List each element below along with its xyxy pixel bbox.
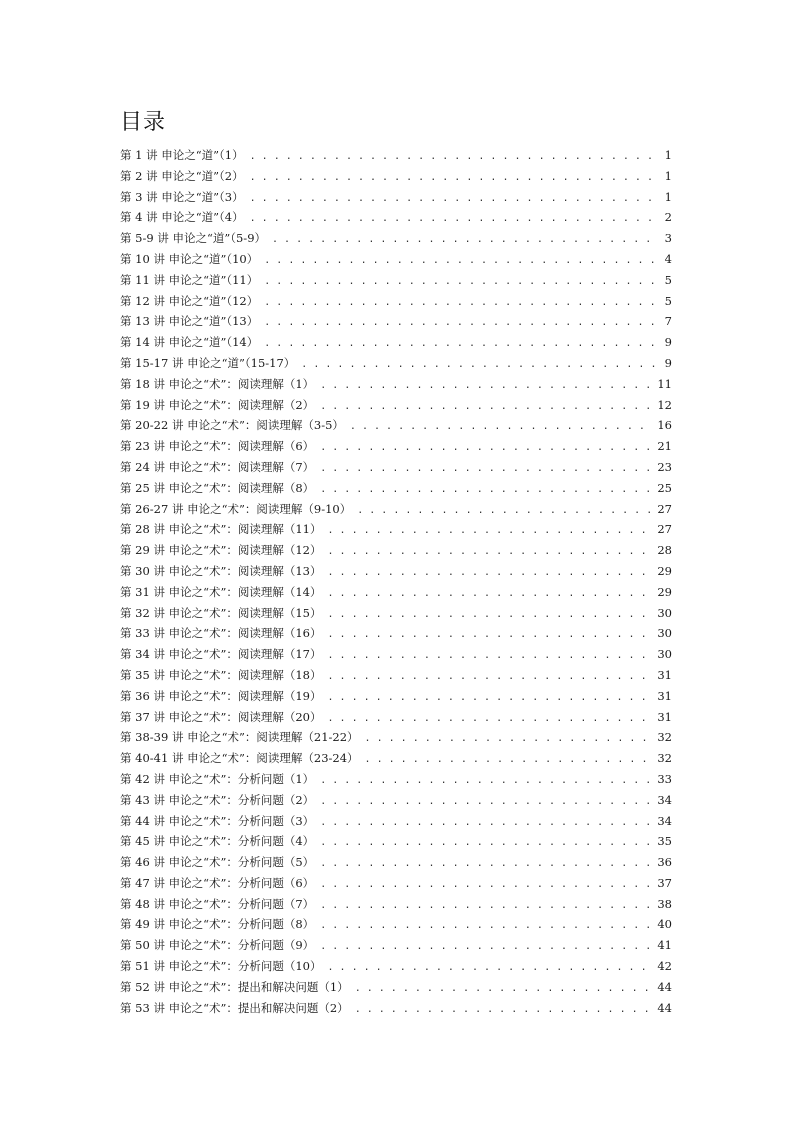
toc-entry-page-number: 40 (657, 917, 672, 932)
toc-entry-label: 第 1 讲 申论之“道”（1） (120, 148, 244, 162)
toc-dot-leader (264, 293, 658, 314)
toc-entry[interactable] (120, 811, 672, 832)
toc-entry-label: 第 42 讲 申论之“术”：分析问题（1） (120, 771, 315, 786)
toc-entry-page-number: 30 (657, 605, 672, 620)
toc-entry-page-number: 29 (657, 584, 672, 599)
toc-entry-page-number: 1 (664, 168, 672, 183)
toc-dot-leader (328, 542, 654, 563)
toc-entry-page-number: 23 (657, 459, 672, 474)
toc-dot-leader (320, 896, 653, 917)
toc-entry[interactable] (120, 748, 672, 769)
toc-entry[interactable] (120, 291, 672, 312)
toc-entry[interactable] (120, 207, 672, 228)
toc-entry-page-number: 31 (657, 709, 672, 724)
toc-dot-leader (250, 209, 658, 230)
toc-dot-leader (320, 480, 653, 501)
toc-list (120, 145, 672, 1018)
toc-entry[interactable] (120, 436, 672, 457)
toc-entry-page-number: 35 (657, 834, 672, 849)
toc-entry-page-number: 30 (657, 647, 672, 662)
toc-entry-page-number: 27 (657, 501, 672, 516)
toc-entry-page-number: 9 (664, 335, 672, 350)
toc-entry-label: 第 52 讲 申论之“术”：提出和解决问题（1） (120, 979, 349, 994)
toc-entry[interactable] (120, 582, 672, 603)
toc-dot-leader (264, 251, 658, 272)
toc-dot-leader (328, 521, 654, 542)
toc-dot-leader (320, 792, 653, 813)
toc-entry-page-number: 2 (664, 210, 672, 225)
toc-entry[interactable] (120, 249, 672, 270)
toc-entry[interactable] (120, 311, 672, 332)
toc-entry[interactable] (120, 332, 672, 353)
toc-entry-page-number: 32 (657, 730, 672, 745)
toc-entry-page-number: 37 (657, 875, 672, 890)
toc-dot-leader (250, 147, 658, 168)
toc-entry[interactable] (120, 665, 672, 686)
toc-entry-label: 第 44 讲 申论之“术”：分析问题（3） (120, 813, 315, 828)
toc-entry-label: 第 20-22 讲 申论之“术”：阅读理解（3-5） (120, 418, 344, 433)
toc-entry-label: 第 34 讲 申论之“术”：阅读理解（17） (120, 647, 322, 662)
toc-dot-leader (301, 355, 658, 376)
toc-entry-label: 第 2 讲 申论之“道”（2） (120, 168, 244, 183)
toc-entry-page-number: 3 (664, 231, 672, 246)
toc-entry[interactable] (120, 790, 672, 811)
toc-entry-page-number: 28 (657, 543, 672, 558)
toc-entry-page-number: 32 (657, 751, 672, 766)
toc-entry-label: 第 40-41 讲 申论之“术”：阅读理解（23-24） (120, 751, 359, 766)
toc-dot-leader (365, 729, 654, 750)
toc-entry-page-number: 34 (657, 813, 672, 828)
toc-entry-page-number: 16 (657, 418, 672, 433)
toc-entry-label: 第 5-9 讲 申论之“道”（5-9） (120, 231, 267, 246)
toc-entry-page-number: 44 (657, 1000, 672, 1015)
toc-dot-leader (250, 189, 658, 210)
toc-entry[interactable] (120, 686, 672, 707)
toc-entry-label: 第 15-17 讲 申论之“道”（15-17） (120, 355, 296, 370)
toc-entry-label: 第 51 讲 申论之“术”：分析问题（10） (120, 959, 322, 974)
toc-entry[interactable] (120, 977, 672, 998)
toc-entry-page-number: 5 (664, 293, 672, 308)
toc-entry-label: 第 45 讲 申论之“术”：分析问题（4） (120, 834, 315, 849)
toc-entry[interactable] (120, 228, 672, 249)
toc-entry-page-number: 42 (657, 959, 672, 974)
toc-entry-label: 第 19 讲 申论之“术”：阅读理解（2） (120, 397, 315, 412)
toc-entry-label: 第 32 讲 申论之“术”：阅读理解（15） (120, 605, 322, 620)
toc-entry-label: 第 37 讲 申论之“术”：阅读理解（20） (120, 709, 322, 724)
toc-dot-leader (320, 397, 653, 418)
toc-entry[interactable] (120, 894, 672, 915)
toc-entry-label: 第 12 讲 申论之“道”（12） (120, 293, 259, 308)
toc-entry-label: 第 11 讲 申论之“道”（11） (120, 272, 259, 287)
toc-entry-page-number: 31 (657, 688, 672, 703)
toc-entry-page-number: 27 (657, 522, 672, 537)
toc-dot-leader (264, 313, 658, 334)
toc-dot-leader (365, 750, 654, 771)
toc-dot-leader (328, 584, 654, 605)
toc-entry-page-number: 5 (664, 272, 672, 287)
toc-entry[interactable] (120, 457, 672, 478)
toc-dot-leader (328, 605, 654, 626)
toc-entry-label: 第 47 讲 申论之“术”：分析问题（6） (120, 875, 315, 890)
toc-entry-label: 第 50 讲 申论之“术”：分析问题（9） (120, 938, 315, 953)
toc-entry[interactable] (120, 478, 672, 499)
toc-dot-leader (272, 230, 658, 251)
toc-entry-label: 第 13 讲 申论之“道”（13） (120, 314, 259, 329)
toc-entry[interactable] (120, 270, 672, 291)
toc-entry[interactable] (120, 831, 672, 852)
toc-dot-leader (320, 376, 653, 397)
toc-entry[interactable] (120, 727, 672, 748)
toc-dot-leader (320, 916, 653, 937)
toc-entry-label: 第 23 讲 申论之“术”：阅读理解（6） (120, 439, 315, 454)
toc-dot-leader (355, 1000, 654, 1021)
toc-entry[interactable] (120, 145, 672, 166)
toc-dot-leader (320, 459, 653, 480)
toc-dot-leader (320, 875, 653, 896)
toc-entry[interactable] (120, 187, 672, 208)
toc-entry[interactable] (120, 374, 672, 395)
toc-dot-leader (320, 438, 653, 459)
toc-dot-leader (320, 813, 653, 834)
toc-dot-leader (264, 272, 658, 293)
toc-title: 目录 (120, 110, 167, 135)
toc-dot-leader (328, 709, 654, 730)
toc-entry[interactable] (120, 956, 672, 977)
toc-entry[interactable] (120, 603, 672, 624)
toc-entry-page-number: 7 (664, 314, 672, 329)
toc-entry[interactable] (120, 499, 672, 520)
toc-entry-label: 第 46 讲 申论之“术”：分析问题（5） (120, 855, 315, 870)
toc-entry[interactable] (120, 769, 672, 790)
toc-entry[interactable] (120, 644, 672, 665)
toc-entry-page-number: 33 (657, 771, 672, 786)
toc-entry-page-number: 36 (657, 855, 672, 870)
toc-entry-label: 第 28 讲 申论之“术”：阅读理解（11） (120, 522, 322, 537)
toc-entry-page-number: 11 (657, 376, 672, 391)
toc-dot-leader (320, 854, 653, 875)
toc-entry-label: 第 43 讲 申论之“术”：分析问题（2） (120, 792, 315, 807)
toc-dot-leader (328, 625, 654, 646)
toc-entry-page-number: 29 (657, 563, 672, 578)
toc-dot-leader (264, 334, 658, 355)
toc-entry-label: 第 53 讲 申论之“术”：提出和解决问题（2） (120, 1000, 349, 1015)
toc-dot-leader (328, 646, 654, 667)
toc-entry[interactable] (120, 873, 672, 894)
toc-dot-leader (320, 771, 653, 792)
toc-entry-label: 第 10 讲 申论之“道”（10） (120, 251, 259, 266)
toc-entry[interactable] (120, 914, 672, 935)
toc-entry-page-number: 38 (657, 896, 672, 911)
toc-entry-page-number: 41 (657, 938, 672, 953)
toc-entry[interactable] (120, 395, 672, 416)
toc-entry[interactable] (120, 707, 672, 728)
toc-entry-label: 第 24 讲 申论之“术”：阅读理解（7） (120, 459, 315, 474)
toc-entry[interactable] (120, 166, 672, 187)
toc-entry-label: 第 31 讲 申论之“术”：阅读理解（14） (120, 584, 322, 599)
toc-entry-page-number: 34 (657, 792, 672, 807)
toc-entry-label: 第 33 讲 申论之“术”：阅读理解（16） (120, 626, 322, 641)
toc-entry[interactable] (120, 998, 672, 1019)
toc-entry-page-number: 31 (657, 667, 672, 682)
toc-entry-page-number: 4 (664, 251, 672, 266)
toc-dot-leader (328, 563, 654, 584)
toc-entry-page-number: 25 (657, 480, 672, 495)
toc-entry[interactable] (120, 415, 672, 436)
toc-dot-leader (320, 937, 653, 958)
toc-entry-page-number: 1 (664, 148, 672, 162)
toc-dot-leader (328, 958, 654, 979)
toc-entry[interactable] (120, 561, 672, 582)
toc-entry-page-number: 21 (657, 439, 672, 454)
toc-entry[interactable] (120, 353, 672, 374)
toc-entry[interactable] (120, 519, 672, 540)
toc-entry-label: 第 18 讲 申论之“术”：阅读理解（1） (120, 376, 315, 391)
toc-entry-label: 第 35 讲 申论之“术”：阅读理解（18） (120, 667, 322, 682)
toc-entry-label: 第 30 讲 申论之“术”：阅读理解（13） (120, 563, 322, 578)
toc-entry-page-number: 1 (664, 189, 672, 204)
toc-entry-page-number: 9 (664, 355, 672, 370)
toc-entry-page-number: 12 (657, 397, 672, 412)
toc-entry-page-number: 30 (657, 626, 672, 641)
toc-entry-label: 第 14 讲 申论之“道”（14） (120, 335, 259, 350)
toc-entry-label: 第 3 讲 申论之“道”（3） (120, 189, 244, 204)
toc-dot-leader (357, 501, 653, 522)
toc-entry-label: 第 36 讲 申论之“术”：阅读理解（19） (120, 688, 322, 703)
toc-entry[interactable] (120, 623, 672, 644)
toc-dot-leader (328, 667, 654, 688)
toc-entry-label: 第 38-39 讲 申论之“术”：阅读理解（21-22） (120, 730, 359, 745)
toc-entry-label: 第 29 讲 申论之“术”：阅读理解（12） (120, 543, 322, 558)
toc-dot-leader (320, 833, 653, 854)
toc-entry-label: 第 25 讲 申论之“术”：阅读理解（8） (120, 480, 315, 495)
toc-entry[interactable] (120, 852, 672, 873)
toc-dot-leader (250, 168, 658, 189)
toc-entry[interactable] (120, 540, 672, 561)
toc-entry-label: 第 49 讲 申论之“术”：分析问题（8） (120, 917, 315, 932)
toc-entry-label: 第 48 讲 申论之“术”：分析问题（7） (120, 896, 315, 911)
toc-entry[interactable] (120, 935, 672, 956)
toc-dot-leader (355, 979, 654, 1000)
toc-dot-leader (350, 417, 653, 438)
toc-entry-label: 第 26-27 讲 申论之“术”：阅读理解（9-10） (120, 501, 352, 516)
toc-entry-label: 第 4 讲 申论之“道”（4） (120, 210, 244, 225)
toc-entry-page-number: 44 (657, 979, 672, 994)
toc-dot-leader (328, 688, 654, 709)
